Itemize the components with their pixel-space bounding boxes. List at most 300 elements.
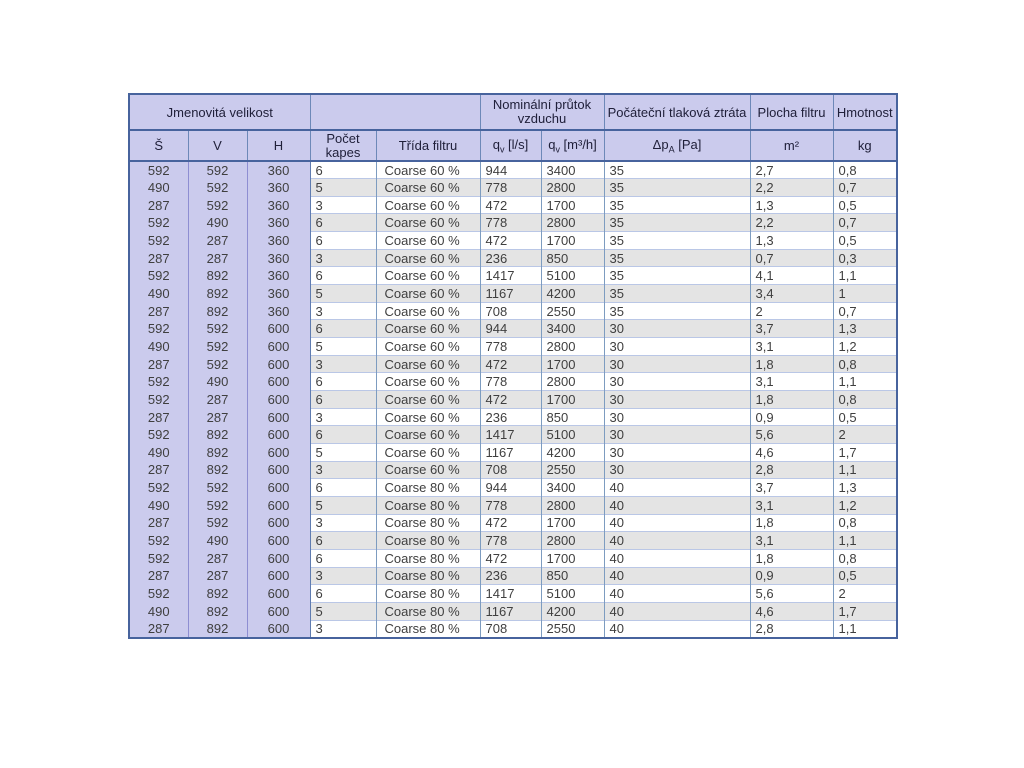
- cell-pocket-count: 3: [310, 249, 376, 267]
- cell-pressure-drop: 30: [604, 426, 750, 444]
- cell-pocket-count: 5: [310, 444, 376, 462]
- table-row: [129, 214, 897, 232]
- cell-depth-h: 600: [247, 602, 310, 620]
- cell-depth-h: 600: [247, 496, 310, 514]
- cell-flow-ls: 236: [480, 408, 541, 426]
- table-row: [129, 479, 897, 497]
- cell-flow-ls: 778: [480, 496, 541, 514]
- cell-pocket-count: 6: [310, 161, 376, 179]
- cell-filter-class: Coarse 60 %: [376, 355, 480, 373]
- cell-flow-ls: 778: [480, 214, 541, 232]
- cell-height-v: 592: [188, 355, 247, 373]
- cell-pressure-drop: 35: [604, 285, 750, 303]
- cell-filter-class: Coarse 60 %: [376, 249, 480, 267]
- cell-depth-h: 600: [247, 408, 310, 426]
- cell-filter-area: 3,1: [750, 373, 833, 391]
- cell-filter-class: Coarse 60 %: [376, 338, 480, 356]
- cell-pocket-count: 6: [310, 391, 376, 409]
- cell-weight: 1: [833, 285, 897, 303]
- table-row: [129, 549, 897, 567]
- header-flow-ls: $q_v$ [l/s]: [480, 130, 541, 161]
- header-depth-h: H: [247, 130, 310, 161]
- cell-pocket-count: 3: [310, 461, 376, 479]
- cell-height-v: 287: [188, 549, 247, 567]
- cell-height-v: 592: [188, 161, 247, 179]
- cell-depth-h: 360: [247, 214, 310, 232]
- cell-depth-h: 600: [247, 549, 310, 567]
- cell-flow-m3h: 850: [541, 249, 604, 267]
- cell-filter-class: Coarse 80 %: [376, 585, 480, 603]
- cell-weight: 1,7: [833, 444, 897, 462]
- cell-depth-h: 600: [247, 532, 310, 550]
- cell-filter-area: 0,9: [750, 408, 833, 426]
- cell-filter-area: 1,8: [750, 549, 833, 567]
- cell-flow-ls: 778: [480, 179, 541, 197]
- cell-height-v: 592: [188, 179, 247, 197]
- cell-width-s: 287: [129, 408, 188, 426]
- cell-pressure-drop: 35: [604, 214, 750, 232]
- cell-depth-h: 600: [247, 373, 310, 391]
- cell-flow-m3h: 1700: [541, 355, 604, 373]
- header-filter-class: Třída filtru: [376, 130, 480, 161]
- cell-pressure-drop: 40: [604, 602, 750, 620]
- cell-pressure-drop: 40: [604, 567, 750, 585]
- cell-flow-m3h: 2800: [541, 532, 604, 550]
- cell-depth-h: 600: [247, 338, 310, 356]
- cell-height-v: 592: [188, 338, 247, 356]
- cell-filter-class: Coarse 80 %: [376, 479, 480, 497]
- cell-flow-ls: 778: [480, 532, 541, 550]
- cell-flow-m3h: 1700: [541, 549, 604, 567]
- cell-weight: 1,1: [833, 267, 897, 285]
- cell-pressure-drop: 40: [604, 620, 750, 638]
- cell-filter-area: 2,8: [750, 461, 833, 479]
- table-row: [129, 232, 897, 250]
- header-group-row: [129, 94, 897, 130]
- cell-flow-m3h: 2800: [541, 373, 604, 391]
- cell-flow-m3h: 5100: [541, 267, 604, 285]
- cell-flow-m3h: 4200: [541, 444, 604, 462]
- cell-pocket-count: 3: [310, 567, 376, 585]
- cell-pressure-drop: 30: [604, 461, 750, 479]
- cell-filter-class: Coarse 60 %: [376, 179, 480, 197]
- cell-width-s: 490: [129, 602, 188, 620]
- cell-pressure-drop: 40: [604, 479, 750, 497]
- cell-depth-h: 600: [247, 355, 310, 373]
- cell-width-s: 287: [129, 355, 188, 373]
- cell-width-s: 592: [129, 391, 188, 409]
- cell-depth-h: 600: [247, 461, 310, 479]
- table-row: [129, 302, 897, 320]
- cell-flow-ls: 236: [480, 567, 541, 585]
- cell-pressure-drop: 30: [604, 444, 750, 462]
- cell-filter-class: Coarse 60 %: [376, 161, 480, 179]
- header-group-weight: Hmotnost: [833, 94, 897, 130]
- cell-flow-m3h: 2800: [541, 179, 604, 197]
- cell-height-v: 490: [188, 214, 247, 232]
- cell-weight: 0,7: [833, 179, 897, 197]
- cell-width-s: 592: [129, 479, 188, 497]
- cell-pressure-drop: 30: [604, 338, 750, 356]
- cell-height-v: 892: [188, 461, 247, 479]
- cell-weight: 0,5: [833, 567, 897, 585]
- cell-pocket-count: 6: [310, 532, 376, 550]
- cell-filter-area: 5,6: [750, 585, 833, 603]
- cell-pressure-drop: 35: [604, 179, 750, 197]
- cell-depth-h: 600: [247, 391, 310, 409]
- cell-filter-class: Coarse 80 %: [376, 514, 480, 532]
- cell-flow-m3h: 4200: [541, 602, 604, 620]
- cell-filter-class: Coarse 60 %: [376, 408, 480, 426]
- cell-filter-class: Coarse 80 %: [376, 549, 480, 567]
- cell-filter-class: Coarse 60 %: [376, 461, 480, 479]
- cell-filter-class: Coarse 60 %: [376, 267, 480, 285]
- cell-height-v: 490: [188, 373, 247, 391]
- cell-width-s: 490: [129, 496, 188, 514]
- table-row: [129, 267, 897, 285]
- cell-filter-area: 4,1: [750, 267, 833, 285]
- cell-flow-ls: 472: [480, 391, 541, 409]
- cell-depth-h: 600: [247, 444, 310, 462]
- cell-height-v: 287: [188, 249, 247, 267]
- cell-height-v: 592: [188, 479, 247, 497]
- cell-filter-class: Coarse 60 %: [376, 373, 480, 391]
- cell-width-s: 287: [129, 196, 188, 214]
- cell-weight: 0,8: [833, 391, 897, 409]
- cell-flow-m3h: 2550: [541, 620, 604, 638]
- cell-weight: 1,1: [833, 532, 897, 550]
- cell-weight: 0,5: [833, 408, 897, 426]
- header-group-nominal-size: Jmenovitá velikost: [129, 94, 310, 130]
- table-row: [129, 179, 897, 197]
- cell-depth-h: 600: [247, 479, 310, 497]
- table-row: [129, 320, 897, 338]
- cell-filter-area: 3,1: [750, 532, 833, 550]
- cell-height-v: 892: [188, 444, 247, 462]
- cell-weight: 1,1: [833, 373, 897, 391]
- cell-pocket-count: 3: [310, 514, 376, 532]
- cell-height-v: 892: [188, 267, 247, 285]
- cell-width-s: 490: [129, 444, 188, 462]
- cell-flow-ls: 944: [480, 479, 541, 497]
- cell-pocket-count: 6: [310, 426, 376, 444]
- cell-filter-area: 2,8: [750, 620, 833, 638]
- cell-flow-m3h: 2800: [541, 338, 604, 356]
- cell-weight: 0,8: [833, 549, 897, 567]
- cell-filter-area: 4,6: [750, 444, 833, 462]
- cell-filter-area: 1,3: [750, 196, 833, 214]
- cell-filter-class: Coarse 60 %: [376, 285, 480, 303]
- cell-filter-area: 2,7: [750, 161, 833, 179]
- cell-flow-m3h: 2550: [541, 302, 604, 320]
- table-row: [129, 373, 897, 391]
- cell-filter-area: 3,4: [750, 285, 833, 303]
- cell-filter-class: Coarse 60 %: [376, 214, 480, 232]
- cell-flow-m3h: 2550: [541, 461, 604, 479]
- cell-filter-class: Coarse 60 %: [376, 391, 480, 409]
- cell-pressure-drop: 30: [604, 355, 750, 373]
- cell-weight: 2: [833, 585, 897, 603]
- cell-flow-ls: 1417: [480, 426, 541, 444]
- cell-pressure-drop: 30: [604, 373, 750, 391]
- cell-width-s: 287: [129, 249, 188, 267]
- cell-flow-ls: 1167: [480, 444, 541, 462]
- cell-width-s: 287: [129, 567, 188, 585]
- header-area-m2: m²: [750, 130, 833, 161]
- table-row: [129, 196, 897, 214]
- table-row: [129, 249, 897, 267]
- cell-height-v: 592: [188, 496, 247, 514]
- cell-weight: 0,7: [833, 214, 897, 232]
- table-row: [129, 338, 897, 356]
- cell-filter-class: Coarse 80 %: [376, 620, 480, 638]
- cell-height-v: 287: [188, 232, 247, 250]
- cell-filter-class: Coarse 60 %: [376, 320, 480, 338]
- table-row: [129, 532, 897, 550]
- cell-width-s: 287: [129, 514, 188, 532]
- cell-filter-area: 1,8: [750, 355, 833, 373]
- table-header: [129, 94, 897, 161]
- cell-depth-h: 360: [247, 249, 310, 267]
- cell-pressure-drop: 30: [604, 408, 750, 426]
- cell-height-v: 592: [188, 320, 247, 338]
- cell-pressure-drop: 40: [604, 549, 750, 567]
- cell-height-v: 892: [188, 426, 247, 444]
- cell-flow-ls: 1417: [480, 267, 541, 285]
- cell-depth-h: 600: [247, 585, 310, 603]
- cell-width-s: 592: [129, 161, 188, 179]
- cell-width-s: 287: [129, 302, 188, 320]
- cell-pressure-drop: 30: [604, 320, 750, 338]
- cell-depth-h: 600: [247, 320, 310, 338]
- cell-flow-m3h: 4200: [541, 285, 604, 303]
- cell-flow-m3h: 1700: [541, 232, 604, 250]
- cell-pocket-count: 3: [310, 355, 376, 373]
- cell-depth-h: 600: [247, 514, 310, 532]
- cell-depth-h: 360: [247, 161, 310, 179]
- cell-filter-area: 3,7: [750, 320, 833, 338]
- cell-flow-ls: 472: [480, 549, 541, 567]
- cell-flow-m3h: 1700: [541, 391, 604, 409]
- cell-pocket-count: 5: [310, 338, 376, 356]
- cell-flow-ls: 944: [480, 161, 541, 179]
- cell-pressure-drop: 35: [604, 249, 750, 267]
- filter-datasheet-table: [128, 93, 898, 639]
- cell-flow-ls: 1167: [480, 285, 541, 303]
- cell-filter-area: 1,8: [750, 514, 833, 532]
- cell-width-s: 490: [129, 285, 188, 303]
- cell-depth-h: 600: [247, 426, 310, 444]
- cell-filter-class: Coarse 80 %: [376, 496, 480, 514]
- cell-filter-class: Coarse 60 %: [376, 302, 480, 320]
- cell-depth-h: 360: [247, 232, 310, 250]
- cell-filter-area: 0,9: [750, 567, 833, 585]
- table-row: [129, 514, 897, 532]
- cell-height-v: 892: [188, 302, 247, 320]
- cell-pocket-count: 3: [310, 196, 376, 214]
- cell-pocket-count: 5: [310, 179, 376, 197]
- header-flow-m3h: $q_v$ [m³/h]: [541, 130, 604, 161]
- cell-height-v: 892: [188, 620, 247, 638]
- cell-height-v: 592: [188, 514, 247, 532]
- cell-pressure-drop: 40: [604, 496, 750, 514]
- header-group-pockets-filterclass-empty: [310, 94, 480, 130]
- cell-weight: 1,3: [833, 320, 897, 338]
- cell-filter-area: 5,6: [750, 426, 833, 444]
- header-group-initial-pressure-drop: Počáteční tlaková ztráta: [604, 94, 750, 130]
- cell-depth-h: 360: [247, 285, 310, 303]
- cell-weight: 0,7: [833, 302, 897, 320]
- cell-depth-h: 600: [247, 620, 310, 638]
- cell-height-v: 892: [188, 585, 247, 603]
- header-group-filter-area: Plocha filtru: [750, 94, 833, 130]
- cell-flow-ls: 778: [480, 338, 541, 356]
- cell-pressure-drop: 40: [604, 514, 750, 532]
- header-pressure-drop: $\Delta p_A$ [Pa]: [604, 130, 750, 161]
- cell-filter-class: Coarse 60 %: [376, 444, 480, 462]
- cell-height-v: 592: [188, 196, 247, 214]
- cell-pressure-drop: 35: [604, 302, 750, 320]
- table-row: [129, 585, 897, 603]
- cell-flow-m3h: 3400: [541, 161, 604, 179]
- cell-weight: 0,8: [833, 355, 897, 373]
- cell-pressure-drop: 35: [604, 196, 750, 214]
- table-row: [129, 567, 897, 585]
- cell-filter-class: Coarse 60 %: [376, 196, 480, 214]
- cell-pressure-drop: 30: [604, 391, 750, 409]
- cell-depth-h: 360: [247, 267, 310, 285]
- cell-pocket-count: 6: [310, 373, 376, 391]
- cell-filter-area: 0,7: [750, 249, 833, 267]
- table-row: [129, 408, 897, 426]
- cell-width-s: 592: [129, 232, 188, 250]
- cell-height-v: 892: [188, 285, 247, 303]
- cell-flow-ls: 708: [480, 302, 541, 320]
- cell-filter-class: Coarse 80 %: [376, 602, 480, 620]
- cell-filter-area: 1,8: [750, 391, 833, 409]
- cell-weight: 2: [833, 426, 897, 444]
- cell-width-s: 287: [129, 620, 188, 638]
- cell-pocket-count: 6: [310, 232, 376, 250]
- cell-pressure-drop: 40: [604, 532, 750, 550]
- cell-pressure-drop: 35: [604, 161, 750, 179]
- cell-flow-ls: 708: [480, 461, 541, 479]
- cell-pocket-count: 3: [310, 302, 376, 320]
- cell-depth-h: 360: [247, 302, 310, 320]
- cell-filter-area: 3,7: [750, 479, 833, 497]
- cell-flow-m3h: 3400: [541, 479, 604, 497]
- table-row: [129, 444, 897, 462]
- cell-flow-ls: 1417: [480, 585, 541, 603]
- cell-filter-area: 2,2: [750, 214, 833, 232]
- cell-height-v: 287: [188, 567, 247, 585]
- table-row: [129, 496, 897, 514]
- header-unit-row: [129, 130, 897, 161]
- cell-flow-ls: 778: [480, 373, 541, 391]
- cell-pocket-count: 6: [310, 549, 376, 567]
- cell-width-s: 592: [129, 373, 188, 391]
- table-row: [129, 620, 897, 638]
- header-pocket-count: Počet kapes: [310, 130, 376, 161]
- cell-weight: 1,2: [833, 338, 897, 356]
- cell-weight: 0,5: [833, 232, 897, 250]
- cell-flow-ls: 708: [480, 620, 541, 638]
- cell-width-s: 592: [129, 426, 188, 444]
- cell-pressure-drop: 35: [604, 232, 750, 250]
- cell-height-v: 287: [188, 408, 247, 426]
- header-weight-kg: kg: [833, 130, 897, 161]
- cell-filter-area: 2,2: [750, 179, 833, 197]
- cell-flow-ls: 944: [480, 320, 541, 338]
- cell-filter-area: 3,1: [750, 496, 833, 514]
- table-row: [129, 161, 897, 179]
- cell-weight: 0,5: [833, 196, 897, 214]
- cell-weight: 1,1: [833, 461, 897, 479]
- cell-flow-ls: 472: [480, 232, 541, 250]
- cell-weight: 1,7: [833, 602, 897, 620]
- cell-height-v: 287: [188, 391, 247, 409]
- cell-pressure-drop: 40: [604, 585, 750, 603]
- cell-width-s: 592: [129, 214, 188, 232]
- cell-weight: 0,8: [833, 514, 897, 532]
- cell-height-v: 892: [188, 602, 247, 620]
- cell-flow-ls: 1167: [480, 602, 541, 620]
- cell-width-s: 592: [129, 532, 188, 550]
- cell-width-s: 592: [129, 549, 188, 567]
- header-group-nominal-airflow: Nominální průtok vzduchu: [480, 94, 604, 130]
- table-row: [129, 391, 897, 409]
- cell-filter-area: 2: [750, 302, 833, 320]
- cell-flow-ls: 472: [480, 355, 541, 373]
- cell-width-s: 490: [129, 179, 188, 197]
- cell-width-s: 592: [129, 320, 188, 338]
- cell-flow-m3h: 850: [541, 567, 604, 585]
- cell-pocket-count: 3: [310, 408, 376, 426]
- cell-depth-h: 360: [247, 179, 310, 197]
- cell-pocket-count: 6: [310, 320, 376, 338]
- table-body: [129, 161, 897, 638]
- cell-filter-class: Coarse 60 %: [376, 426, 480, 444]
- cell-width-s: 490: [129, 338, 188, 356]
- table-row: [129, 426, 897, 444]
- cell-pocket-count: 5: [310, 496, 376, 514]
- cell-pocket-count: 5: [310, 285, 376, 303]
- cell-filter-area: 3,1: [750, 338, 833, 356]
- cell-weight: 1,2: [833, 496, 897, 514]
- cell-flow-m3h: 1700: [541, 514, 604, 532]
- cell-flow-ls: 236: [480, 249, 541, 267]
- cell-width-s: 592: [129, 585, 188, 603]
- cell-weight: 1,3: [833, 479, 897, 497]
- cell-width-s: 287: [129, 461, 188, 479]
- cell-pocket-count: 6: [310, 214, 376, 232]
- cell-pocket-count: 6: [310, 267, 376, 285]
- cell-filter-class: Coarse 60 %: [376, 232, 480, 250]
- cell-flow-m3h: 3400: [541, 320, 604, 338]
- cell-weight: 1,1: [833, 620, 897, 638]
- cell-filter-area: 1,3: [750, 232, 833, 250]
- cell-flow-m3h: 2800: [541, 214, 604, 232]
- table-row: [129, 461, 897, 479]
- table-row: [129, 602, 897, 620]
- cell-depth-h: 600: [247, 567, 310, 585]
- header-height-v: V: [188, 130, 247, 161]
- datasheet-table-container: [128, 93, 898, 639]
- cell-flow-m3h: 5100: [541, 585, 604, 603]
- cell-width-s: 592: [129, 267, 188, 285]
- cell-flow-m3h: 2800: [541, 496, 604, 514]
- cell-weight: 0,8: [833, 161, 897, 179]
